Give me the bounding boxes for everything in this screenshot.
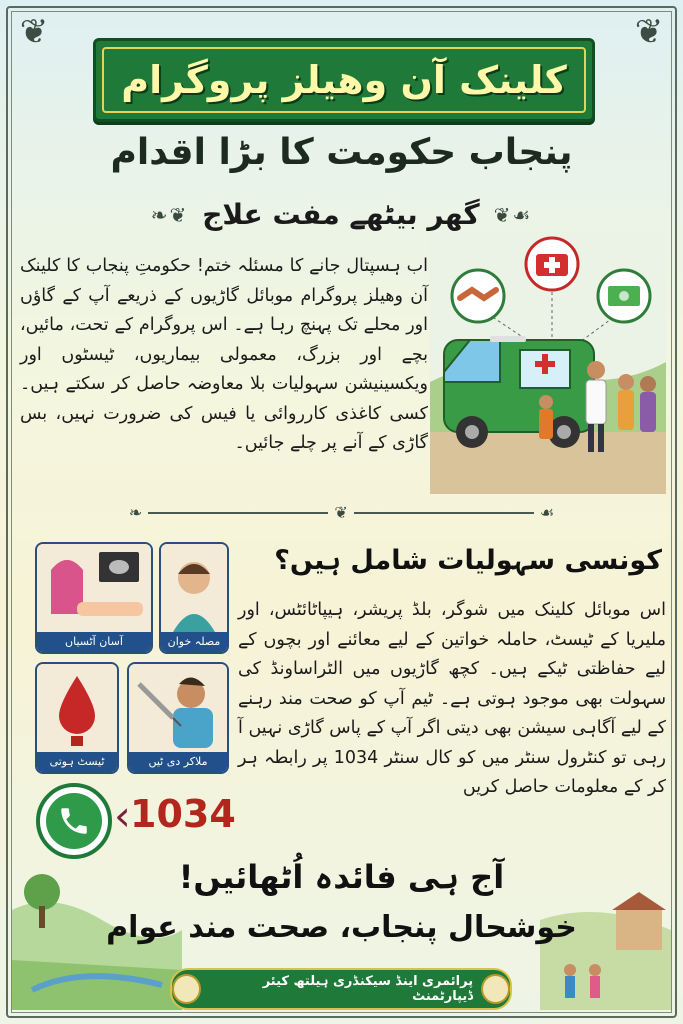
page-title: کلینک آن وھیلز پروگرام xyxy=(121,58,567,102)
section2-paragraph: اس موبائل کلینک میں شوگر، بلڈ پریشر، ہیپاٹائٹس، اور ملیریا کے ٹیسٹ، حاملہ خواتین کے لیے معائنے اور بچوں کے لیے حفاظتی ٹیکے ہیں۔ کچھ گاڑیوں میں الٹراساونڈ کی سہولت بھی موجود ہوتی ہے۔ ٹیم آپ کو صحت مند رہنے کے لیے آگاہی سیشن بھی دیتی اگر آپ کے پاس گاڑی نہیں آ رہی تو کنٹرول سنٹر میں کو کال سنٹر 1034 پر رابطہ ہر کر کے معلومات حاصل کریں xyxy=(238,600,667,797)
section-divider xyxy=(0,503,683,522)
call-to-action: آج ہی فائدہ اُٹھائیں! xyxy=(178,858,505,896)
handshake-icon xyxy=(452,270,504,322)
title-banner xyxy=(93,38,595,122)
slogan: خوشحال پنجاب، صحت مند عوام xyxy=(106,910,577,945)
ornament-icon: ❦ xyxy=(334,503,348,522)
tile-caption: مصلہ خوان xyxy=(161,632,227,652)
mobile-clinic-illustration xyxy=(430,232,666,494)
blood-drop-icon xyxy=(37,664,117,752)
section1-heading: گھر بیٹھے مفت علاج xyxy=(202,198,480,231)
phone-call-button[interactable] xyxy=(36,783,112,859)
government-seal-icon xyxy=(172,974,201,1004)
tile-ultrasound xyxy=(35,542,153,654)
tile-child xyxy=(159,542,229,654)
title-banner-inner xyxy=(102,47,586,113)
cash-icon xyxy=(598,270,650,322)
tile-caption: آسان آٹسیاں xyxy=(37,632,151,652)
subtitle: پنجاب حکومت کا بڑا اقدام xyxy=(110,132,573,173)
phone-icon xyxy=(46,793,102,849)
chevron-left-icon: ‹ xyxy=(114,791,131,840)
ornament-icon: ❦☙ xyxy=(493,202,533,227)
tile-caption: ملاکر دی ٹیں xyxy=(129,752,227,772)
hotline-number[interactable]: 1034 xyxy=(130,792,236,836)
first-aid-kit-icon xyxy=(526,238,578,290)
government-seal-icon xyxy=(481,974,510,1004)
tile-blood-test xyxy=(35,662,119,774)
ornament-icon: ❧ xyxy=(128,503,143,522)
corner-ornament-icon: ❦ xyxy=(634,12,664,52)
section1-header xyxy=(0,198,683,231)
section2-heading: کونسی سہولیات شامل ہیں؟ xyxy=(274,545,662,576)
tile-caption: ٹیسٹ ہوتی xyxy=(37,752,117,772)
ambulance-van xyxy=(444,336,594,448)
child-icon xyxy=(161,544,227,632)
syringe-icon xyxy=(129,664,227,752)
section1-paragraph: اب ہسپتال جانے کا مسئلہ ختم! حکومتِ پنجاب کا کلینک آن وھیلز پروگرام موبائل گاڑیوں کے ذریعے آپ کے گاؤں اور محلے تک پہنچ رہا ہے۔ اس پروگرام کے تحت، مائیں، بچے اور بزرگ، معمولی بیماریوں، ٹیسٹوں اور ویکسینیشن سہولیات بلا معاوضہ حاصل کر سکتے ہیں۔ کسی کاغذی کارروائی یا فیس کی ضرورت نہیں، بس گاڑی کے آنے پر چلے جائیں۔ xyxy=(20,256,428,453)
department-name: پرائمری اینڈ سیکنڈری ہیلتھ کیئر ڈیپارٹمنٹ xyxy=(262,974,474,1004)
ornament-icon: ❧❦ xyxy=(150,202,189,227)
ultrasound-icon xyxy=(37,544,151,632)
ornament-icon: ☙ xyxy=(539,503,555,522)
tile-vaccination xyxy=(127,662,229,774)
department-footer xyxy=(170,968,512,1010)
corner-ornament-icon: ❦ xyxy=(19,12,49,52)
